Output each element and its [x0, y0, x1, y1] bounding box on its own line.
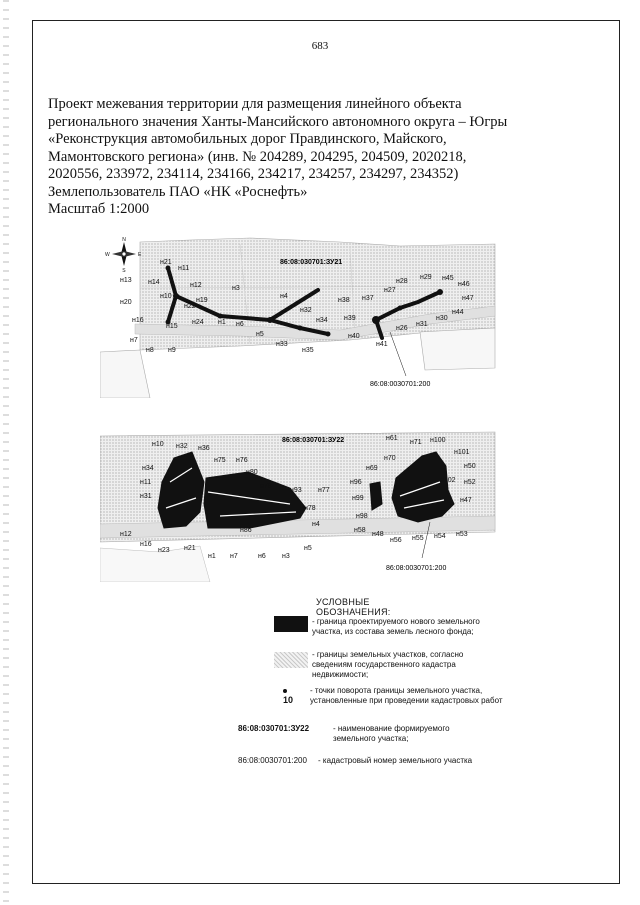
leader-line	[390, 332, 406, 376]
compass-rose-icon	[105, 237, 142, 274]
point-label: н36	[198, 445, 210, 452]
point-label: н20	[120, 299, 132, 306]
point-label: н28	[396, 278, 408, 285]
point-label: н5	[256, 331, 264, 338]
point-label: н61	[386, 435, 398, 442]
point-label: н11	[140, 479, 152, 486]
title-line: регионального значения Ханты-Мансийского автономного округа – Югры	[48, 113, 508, 130]
zu21-label: 86:08:030701:ЗУ21	[280, 259, 343, 266]
map-2	[100, 412, 500, 582]
point-label: н19	[196, 297, 208, 304]
zu22-label: 86:08:030701:ЗУ22	[282, 437, 345, 444]
point-label: н52	[464, 479, 476, 486]
point-label: н4	[280, 293, 288, 300]
point-label: н35	[302, 347, 314, 354]
point-label: н1	[218, 319, 226, 326]
point-label: н71	[410, 439, 422, 446]
scale-line: Масштаб 1:2000	[48, 201, 150, 217]
point-label: н12	[120, 531, 132, 538]
point-label: н33	[276, 341, 288, 348]
point-label: н5	[304, 545, 312, 552]
point-label: н3	[282, 553, 290, 560]
point-label: н58	[354, 527, 366, 534]
point-label: н32	[300, 307, 312, 314]
title-line: Землепользователь ПАО «НК «Роснефть»	[48, 183, 308, 200]
point-label: н39	[344, 315, 356, 322]
compass-s: S	[122, 268, 126, 274]
legend-swatch-forest-parcel	[274, 616, 308, 632]
legend-point-marker	[283, 685, 293, 705]
point-label: н47	[460, 497, 472, 504]
point-label: н102	[440, 477, 456, 484]
point-label: н98	[356, 513, 368, 520]
point-label: н24	[192, 319, 204, 326]
legend-text-cad: - кадастровый номер земельного участка	[318, 756, 473, 765]
point-label: н96	[350, 479, 362, 486]
point-label: н27	[384, 287, 396, 294]
point-label: н31	[140, 493, 152, 500]
compass-n: N	[122, 237, 126, 243]
point-label: н50	[464, 463, 476, 470]
compass-w: W	[105, 252, 110, 258]
point-label: н9	[168, 347, 176, 354]
point-label: н21	[184, 545, 196, 552]
point-label: н77	[318, 487, 330, 494]
point-label: н99	[352, 495, 364, 502]
point-label: н78	[304, 505, 316, 512]
point-label: н22	[184, 303, 196, 310]
scan-edge-dots	[3, 0, 9, 905]
map-1	[100, 228, 500, 398]
point-label: н37	[362, 295, 374, 302]
document-title	[48, 96, 608, 219]
point-label: н86	[240, 527, 252, 534]
legend-cad-code: 86:08:0030701:200	[238, 756, 307, 765]
point-label: н45	[442, 275, 454, 282]
point-label: н34	[142, 465, 154, 472]
point-label: н30	[436, 315, 448, 322]
point-label: н8	[146, 347, 154, 354]
point-label: н14	[148, 279, 160, 286]
point-label: н11	[178, 265, 190, 272]
point-label: н46	[458, 281, 470, 288]
cadastral-label-2: 86:08:0030701:200	[386, 565, 447, 572]
point-label: н34	[316, 317, 328, 324]
point-label: н7	[130, 337, 138, 344]
point-dot-icon	[283, 689, 287, 693]
point-label: н12	[190, 282, 202, 289]
point-label: н79	[260, 483, 272, 490]
point-label: н40	[348, 333, 360, 340]
point-label: н70	[384, 455, 396, 462]
legend-point-number: 10	[283, 695, 294, 705]
point-label: н32	[176, 443, 188, 450]
point-label: н54	[434, 533, 446, 540]
point-label: н13	[120, 277, 132, 284]
point-label: н41	[376, 341, 388, 348]
point-label: н6	[236, 321, 244, 328]
point-label: н23	[158, 547, 170, 554]
legend-swatch-cadastre	[274, 652, 308, 668]
point-label: н10	[152, 441, 164, 448]
title-line: Проект межевания территории для размещения линейного объекта	[48, 96, 462, 112]
legend-title: УСЛОВНЫЕ ОБОЗНАЧЕНИЯ:	[316, 597, 391, 617]
legend-zu-code: 86:08:030701:ЗУ22	[238, 724, 310, 733]
point-label: н93	[290, 487, 302, 494]
point-label: н15	[166, 323, 178, 330]
point-label: н75	[214, 457, 226, 464]
legend-text-forest-parcel: - граница проектируемого нового земельного участка, из состава земель лесного фонда;	[312, 617, 480, 636]
point-label: н48	[372, 531, 384, 538]
point-label: н38	[338, 297, 350, 304]
point-label: н55	[412, 535, 424, 542]
compass-e: E	[138, 252, 142, 258]
point-label: н7	[230, 553, 238, 560]
point-label: н69	[366, 465, 378, 472]
point-label: н10	[160, 293, 172, 300]
point-label: н26	[396, 325, 408, 332]
point-label: н4	[312, 521, 320, 528]
point-label: н16	[140, 541, 152, 548]
point-label: н31	[416, 321, 428, 328]
point-label: н101	[454, 449, 470, 456]
page-number: 683	[311, 40, 329, 52]
legend-text-zu: - наименование формируемого земельного участка;	[333, 724, 450, 743]
point-label: н21	[160, 259, 172, 266]
point-label: н47	[462, 295, 474, 302]
point-label: н56	[390, 537, 402, 544]
point-label: н76	[236, 457, 248, 464]
point-label: н53	[456, 531, 468, 538]
point-label: н80	[246, 469, 258, 476]
point-label: н44	[452, 309, 464, 316]
point-label: н16	[132, 317, 144, 324]
title-line: «Реконструкция автомобильных дорог Правдинского, Майского,	[48, 131, 447, 147]
point-label: н6	[258, 553, 266, 560]
title-line: Мамонтовского региона» (инв. № 204289, 204295, 204509, 2020218,	[48, 148, 467, 165]
cadastral-label-1: 86:08:0030701:200	[370, 381, 431, 388]
legend-text-cadastre: - границы земельных участков, согласно сведениям государственного кадастра недвижимости;	[312, 650, 464, 679]
point-label: н3	[232, 285, 240, 292]
point-label: н100	[430, 437, 446, 444]
point-label: н1	[208, 553, 216, 560]
point-label: н29	[420, 274, 432, 281]
legend-text-points: - точки поворота границы земельного участка, установленные при проведении кадастровых работ	[310, 686, 503, 705]
title-line: 2020556, 233972, 234114, 234166, 234217, 234257, 234297, 234352)	[48, 166, 459, 182]
